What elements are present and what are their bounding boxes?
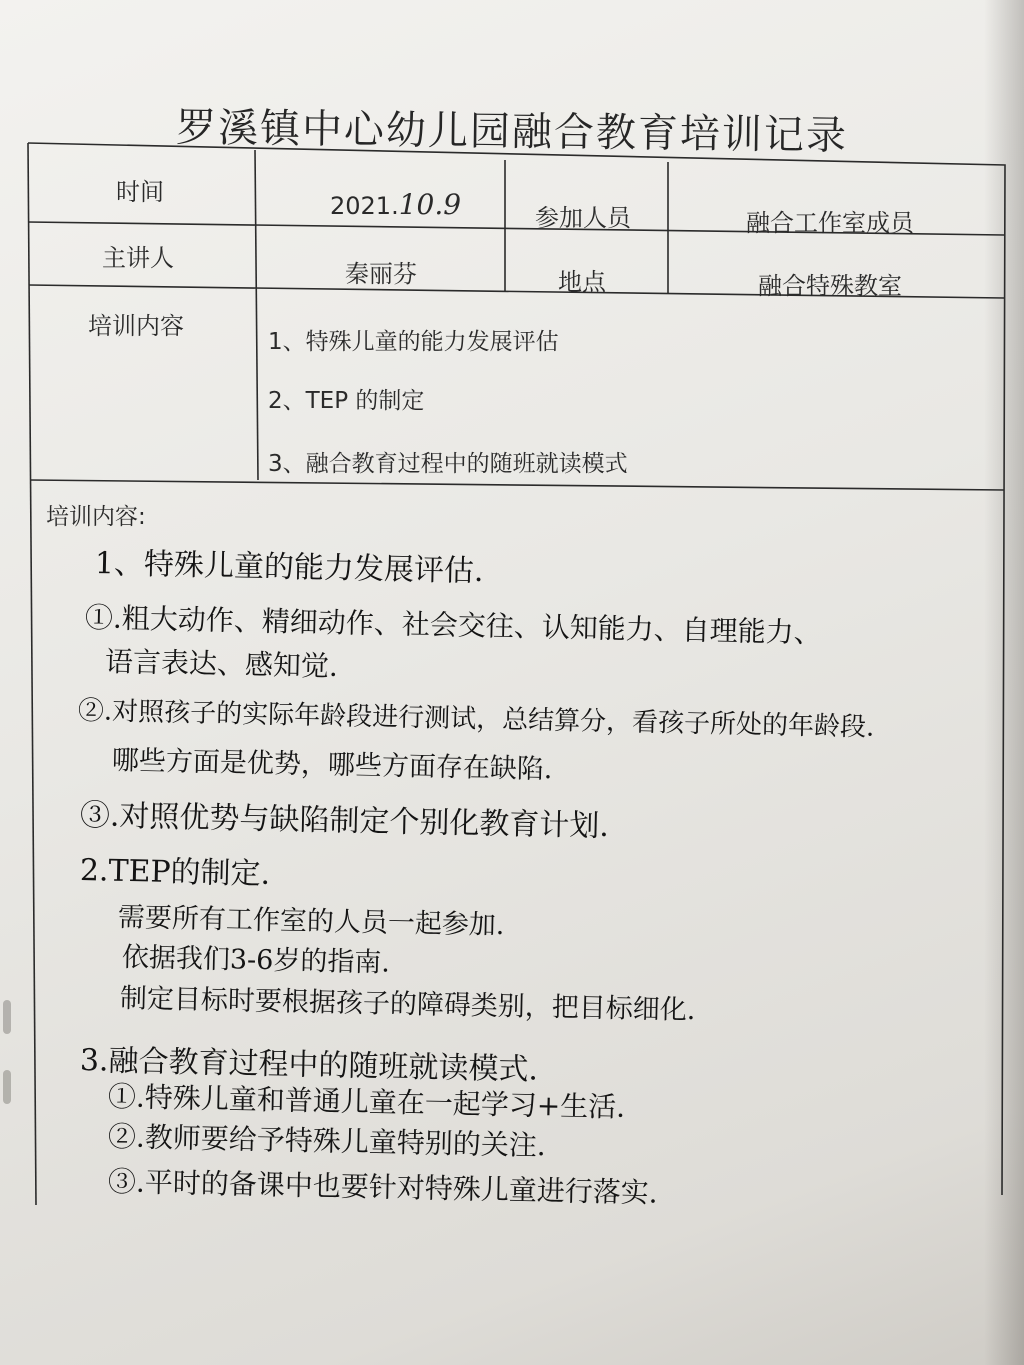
note-line: ①.特殊儿童和普通儿童在一起学习+生活. xyxy=(107,1080,626,1124)
label-location: 地点 xyxy=(558,268,606,296)
note-line: ③.平时的备课中也要针对特殊儿童进行落实. xyxy=(107,1165,659,1210)
content-item: 3、融合教育过程中的随班就读模式 xyxy=(268,451,628,477)
note-line: ③.对照优势与缺陷制定个别化教育计划. xyxy=(79,798,610,845)
date-printed: 2021. xyxy=(330,192,399,220)
content-item: 1、特殊儿童的能力发展评估 xyxy=(268,329,559,355)
note-line: ②.教师要给予特殊儿童特别的关注. xyxy=(107,1120,547,1163)
note-line: ②.对照孩子的实际年龄段进行测试，总结算分，看孩子所处的年龄段. xyxy=(77,696,875,743)
note-line: 依据我们3-6岁的指南. xyxy=(121,942,391,979)
participants-value: 融合工作室成员 xyxy=(746,209,914,237)
note-line: 语言表达、感知觉. xyxy=(104,645,339,683)
note-line: ①.粗大动作、精细动作、社会交往、认知能力、自理能力、 xyxy=(84,601,823,650)
note-line: 1、特殊儿童的能力发展评估. xyxy=(94,546,484,590)
speaker-value: 秦丽芬 xyxy=(345,260,417,288)
label-content: 培训内容 xyxy=(88,312,184,340)
notes-heading: 培训内容: xyxy=(46,504,146,530)
content-item: 2、TEP 的制定 xyxy=(268,388,425,414)
note-line: 3.融合教育过程中的随班就读模式. xyxy=(79,1043,539,1088)
note-line: 哪些方面是优势，哪些方面存在缺陷. xyxy=(111,745,553,786)
note-line: 2.TEP的制定. xyxy=(79,853,271,892)
form-title: 罗溪镇中心幼儿园融合教育培训记录 xyxy=(175,104,849,160)
label-participants: 参加人员 xyxy=(535,204,631,232)
label-time: 时间 xyxy=(116,178,164,206)
label-speaker: 主讲人 xyxy=(102,244,174,272)
date-value xyxy=(330,188,461,221)
note-line: 需要所有工作室的人员一起参加. xyxy=(117,902,505,942)
location-value: 融合特殊教室 xyxy=(758,272,902,300)
note-line: 制定目标时要根据孩子的障碍类别，把目标细化. xyxy=(119,983,696,1027)
date-handwritten: 10.9 xyxy=(398,188,462,221)
